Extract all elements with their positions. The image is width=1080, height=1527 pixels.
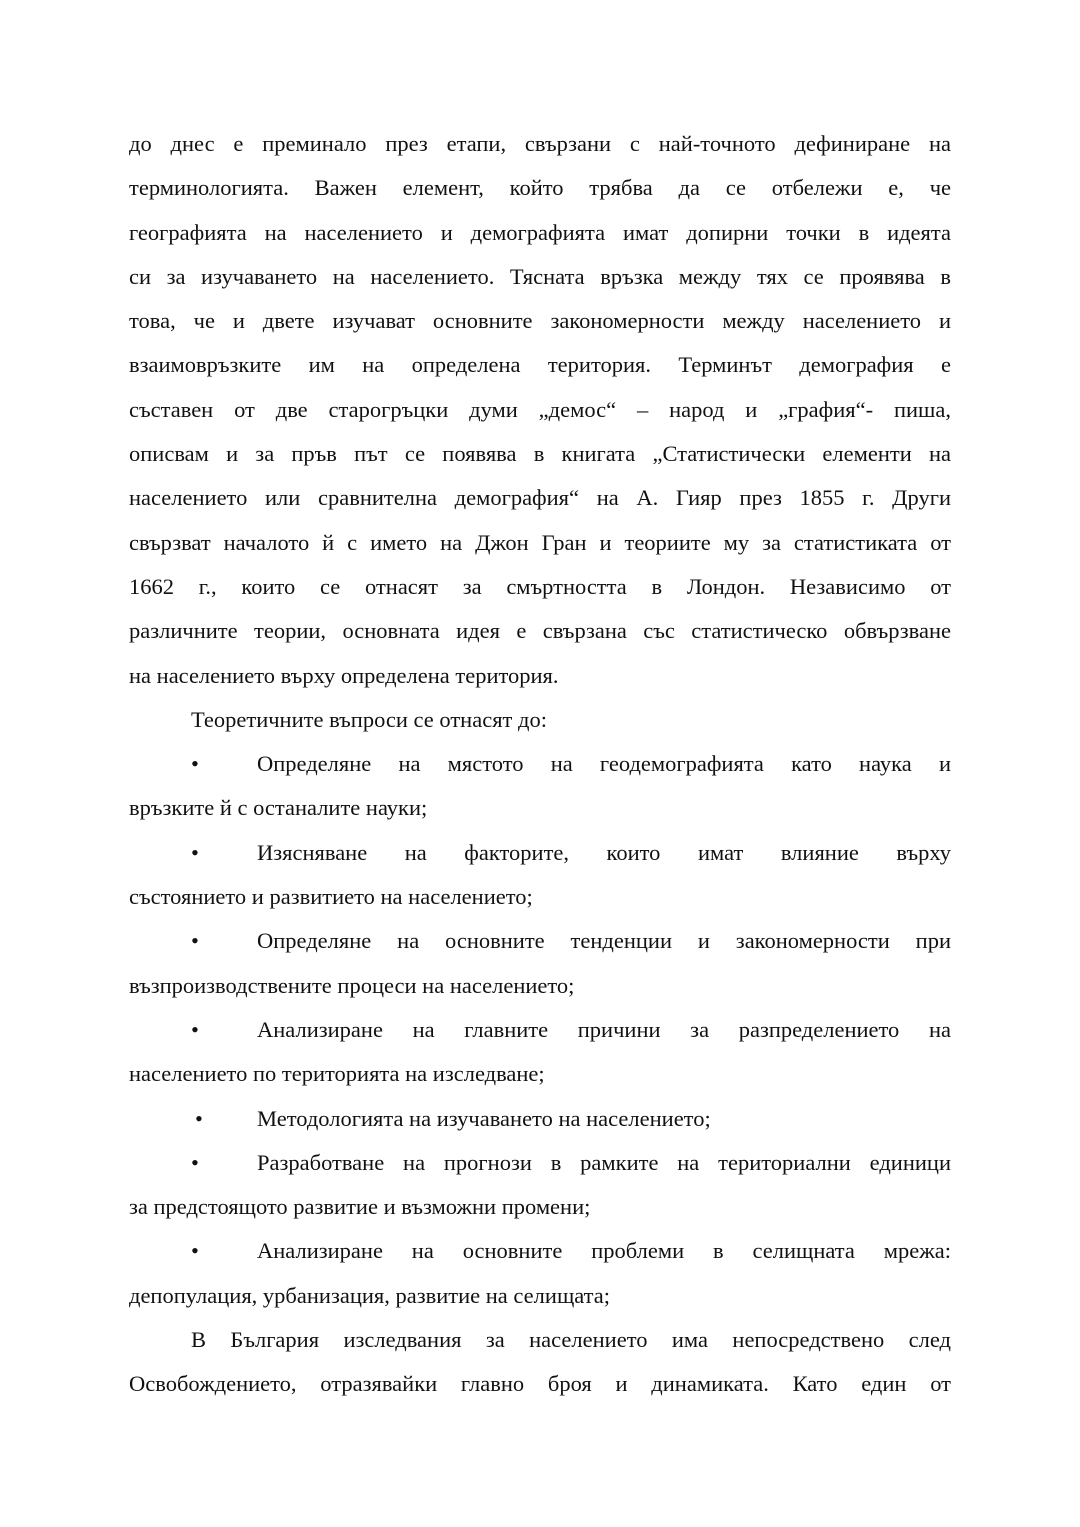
- intro-line: географията на населението и демографията имат допирни точки в идеята: [129, 219, 951, 245]
- list-item: [129, 1097, 951, 1141]
- intro-paragraph: [129, 122, 951, 698]
- list-item-text: Определяне на мястото на геодемографията като наука и: [257, 751, 951, 777]
- list-item-continuation: връзките й с останалите науки;: [129, 795, 428, 821]
- list-item-text: Разработване на прогнози в рамките на териториални единици: [257, 1149, 951, 1175]
- closing-paragraph: [129, 1318, 951, 1407]
- theory-bullet-list: [129, 742, 951, 1318]
- bullet-icon: •: [191, 1016, 199, 1042]
- bullet-icon: •: [191, 928, 199, 954]
- closing-line: В България изследвания за населението има непосредствено след: [191, 1327, 951, 1353]
- list-item-text: Определяне на основните тенденции и закономерности при: [257, 928, 951, 954]
- list-item-text: Анализиране на основните проблеми в селищната мрежа:: [257, 1238, 951, 1264]
- list-item: [129, 1141, 951, 1230]
- list-item-continuation: депопулация, урбанизация, развитие на селищата;: [129, 1282, 611, 1308]
- list-item: [129, 742, 951, 831]
- list-item-first-line: [129, 1141, 951, 1185]
- list-item-first-line: [129, 742, 951, 786]
- list-item-first-line: [129, 1008, 951, 1052]
- list-item-text: Методологията на изучаването на населението;: [257, 1105, 711, 1131]
- list-item-first-line: [129, 831, 951, 875]
- bullet-icon: •: [191, 1238, 199, 1264]
- list-item-continuation: населението по територията на изследване;: [129, 1061, 545, 1087]
- intro-line: населението или сравнителна демография“ на А. Гияр през 1855 г. Други: [129, 485, 951, 511]
- document-page: [129, 122, 951, 1407]
- intro-line: различните теории, основната идея е свързана със статистическо обвързване: [129, 618, 951, 644]
- list-item: [129, 1229, 951, 1318]
- list-item-first-line: [129, 919, 951, 963]
- list-item-first-line: [129, 1097, 951, 1141]
- bullet-icon: •: [191, 1149, 199, 1175]
- intro-line: до днес е преминало през етапи, свързани с най-точното дефиниране на: [129, 131, 951, 156]
- list-item-text: Изясняване на факторите, които имат влияние върху: [257, 839, 951, 865]
- bullet-icon: •: [191, 839, 199, 865]
- list-item-first-line: [129, 1229, 951, 1273]
- bullet-icon: •: [191, 751, 199, 777]
- intro-line: съставен от две старогръцки думи „демос“ – народ и „графия“- пиша,: [129, 396, 951, 422]
- theory-heading: Теоретичните въпроси се отнасят до:: [191, 706, 547, 732]
- intro-line: си за изучаването на населението. Тясната връзка между тях се проявява в: [129, 263, 951, 289]
- list-item: [129, 831, 951, 920]
- intro-line: на населението върху определена територия.: [129, 662, 559, 688]
- intro-line: свързват началото й с името на Джон Гран и теориите му за статистиката от: [129, 529, 951, 555]
- intro-line: описвам и за пръв път се появява в книгата „Статистически елементи на: [129, 441, 951, 467]
- intro-line: това, че и двете изучават основните закономерности между населението и: [129, 308, 951, 334]
- list-item-text: Анализиране на главните причини за разпределението на: [257, 1016, 951, 1042]
- closing-line: Освобождението, отразявайки главно броя и динамиката. Като един от: [129, 1371, 951, 1397]
- intro-line: 1662 г., които се отнасят за смъртността в Лондон. Независимо от: [129, 573, 951, 599]
- list-item: [129, 919, 951, 1008]
- list-item-continuation: възпроизводствените процеси на населението;: [129, 972, 575, 998]
- bullet-icon: •: [195, 1105, 203, 1131]
- list-item-continuation: за предстоящото развитие и възможни промени;: [129, 1194, 591, 1220]
- intro-line: терминологията. Важен елемент, който трябва да се отбележи е, че: [129, 175, 951, 201]
- list-item: [129, 1008, 951, 1097]
- list-item-continuation: състоянието и развитието на населението;: [129, 884, 533, 910]
- intro-line: взаимовръзките им на определена територия. Терминът демография е: [129, 352, 951, 378]
